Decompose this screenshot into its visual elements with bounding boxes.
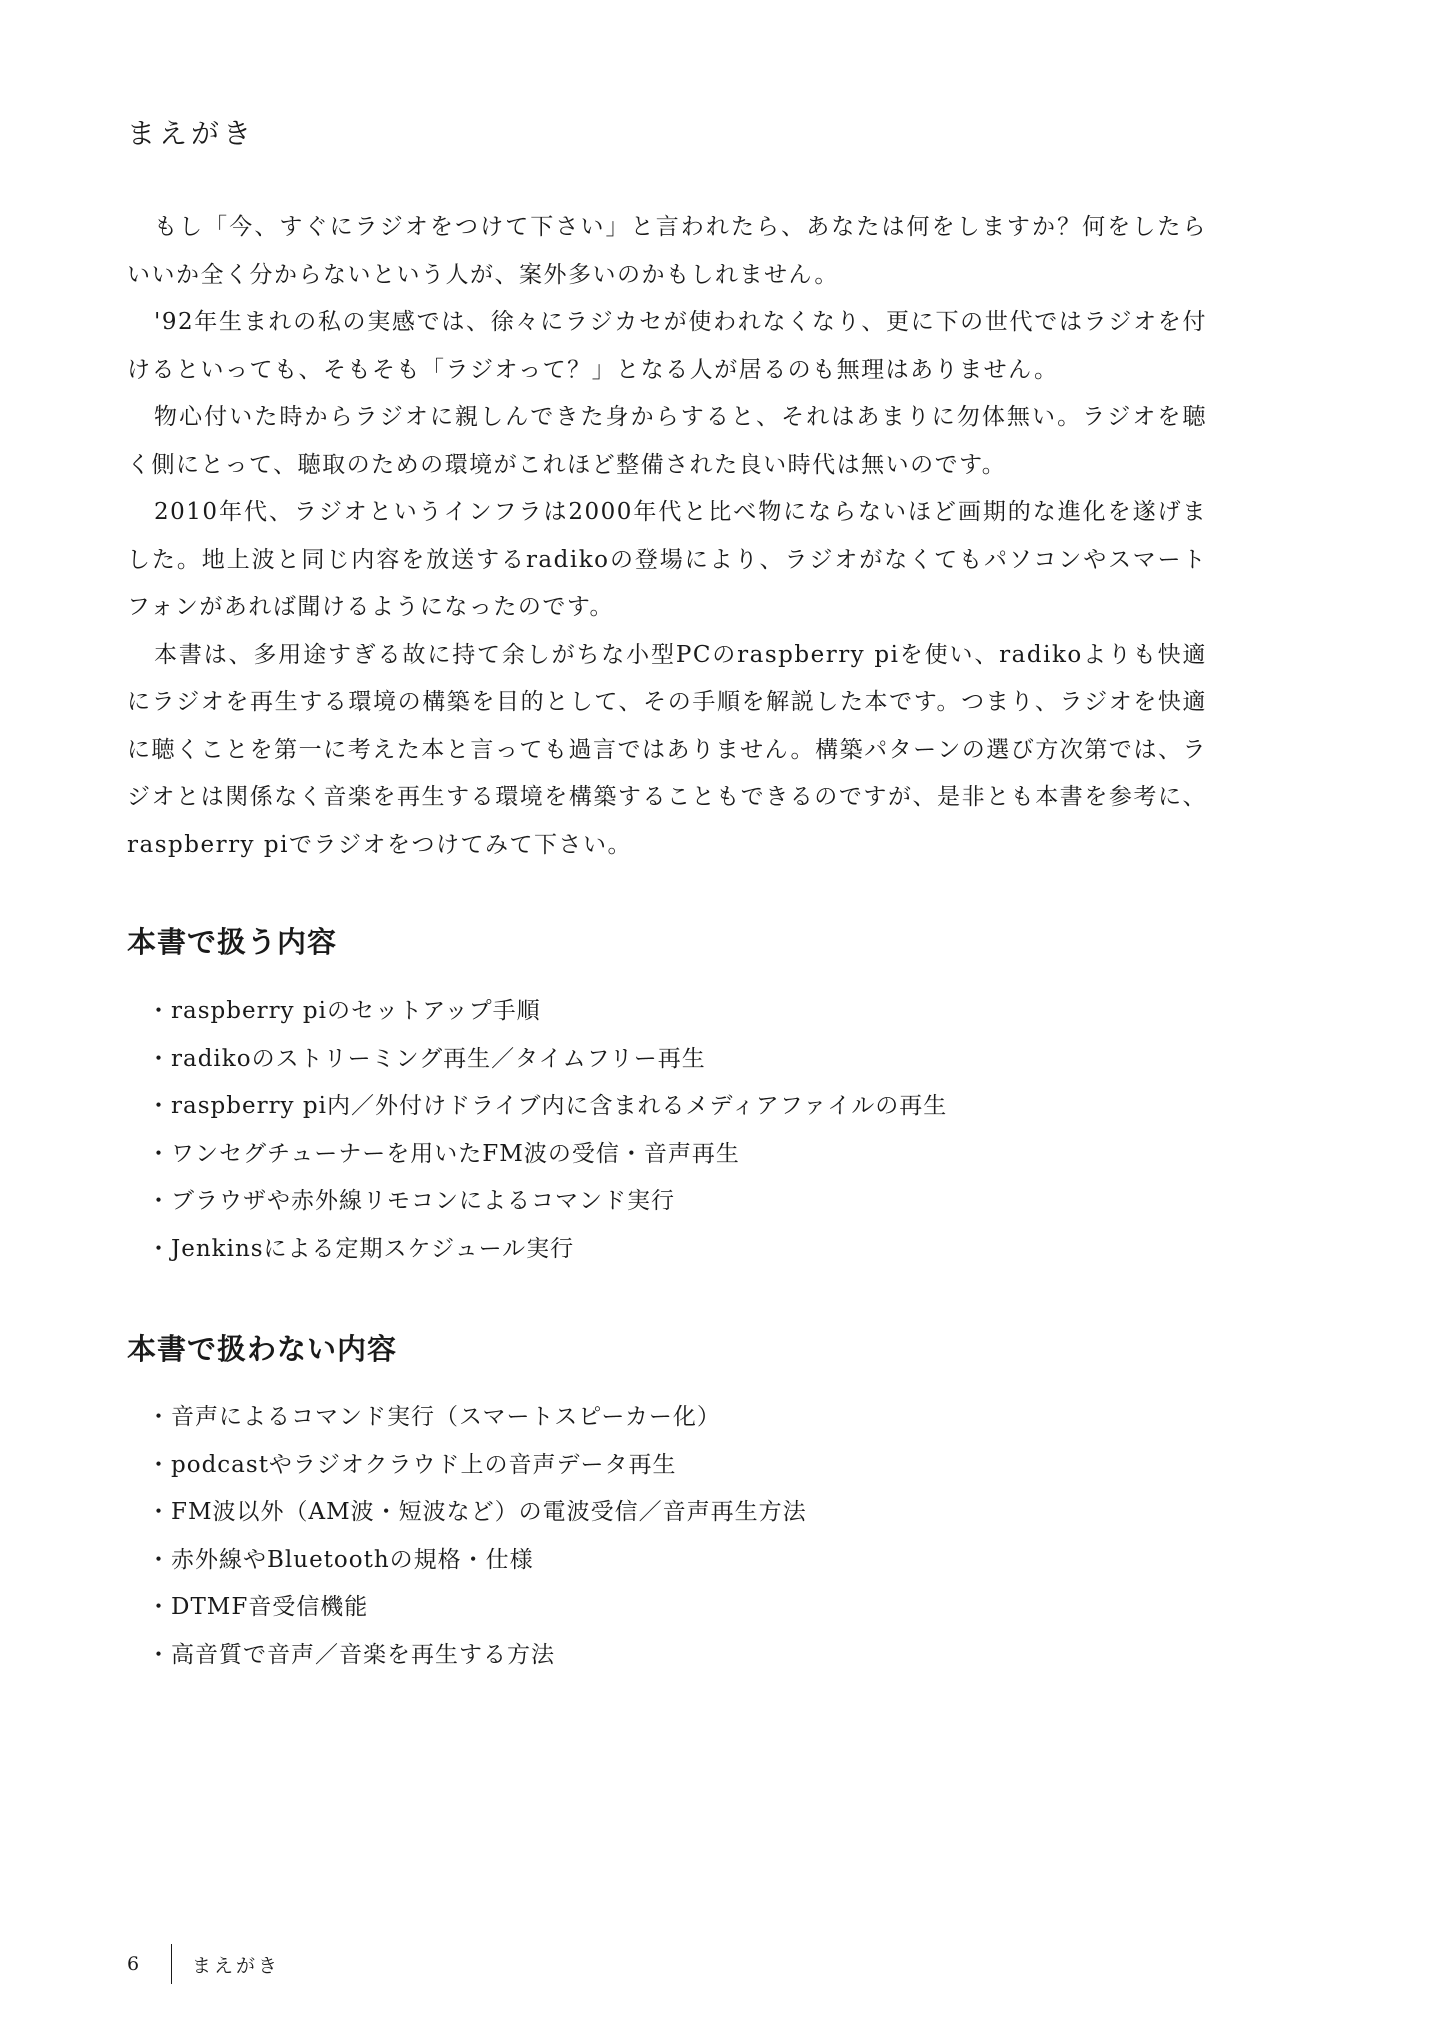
footer-section-label: まえがき	[192, 1954, 281, 1977]
list-item: ・ Jenkinsによる定期スケジュール実行	[147, 1226, 947, 1274]
preface-title: まえがき	[127, 117, 256, 150]
footer-divider	[171, 1944, 172, 1984]
list-item: ・ podcastやラジオクラウド上の音声データ再生	[147, 1442, 807, 1490]
not-covered-list	[147, 1394, 807, 1680]
preface-paragraph: 2010年代、ラジオというインフラは2000年代と比べ物にならないほど画期的な進化を遂げました。地上波と同じ内容を放送するradikoの登場により、ラジオがなくてもパソコンやスマートフォンがあれば聞けるようになったのです。	[127, 499, 1207, 620]
page-footer	[127, 1944, 280, 1984]
list-item: ・ radikoのストリーミング再生／タイムフリー再生	[147, 1036, 947, 1084]
preface-paragraph: 物心付いた時からラジオに親しんできた身からすると、それはあまりに勿体無い。ラジオを聴く側にとって、聴取のための環境がこれほど整備された良い時代は無いのです。	[127, 404, 1207, 478]
covered-heading: 本書で扱う内容	[127, 925, 338, 959]
list-item: ・ raspberry piのセットアップ手順	[147, 988, 947, 1036]
list-item: ・ ブラウザや赤外線リモコンによるコマンド実行	[147, 1178, 947, 1226]
list-item: ・ 高音質で音声／音楽を再生する方法	[147, 1632, 807, 1680]
list-item: ・ FM波以外（AM波・短波など）の電波受信／音声再生方法	[147, 1489, 807, 1537]
not-covered-heading: 本書で扱わない内容	[127, 1332, 398, 1366]
list-item: ・ 赤外線やBluetoothの規格・仕様	[147, 1537, 807, 1585]
list-item: ・ 音声によるコマンド実行（スマートスピーカー化）	[147, 1394, 807, 1442]
preface-paragraph: '92年生まれの私の実感では、徐々にラジカセが使われなくなり、更に下の世代ではラジオを付けるといっても、そもそも「ラジオって？」となる人が居るのも無理はありません。	[127, 309, 1207, 383]
preface-body	[127, 204, 1207, 869]
list-item: ・ ワンセグチューナーを用いたFM波の受信・音声再生	[147, 1131, 947, 1179]
list-item: ・ raspberry pi内／外付けドライブ内に含まれるメディアファイルの再生	[147, 1083, 947, 1131]
preface-paragraph: 本書は、多用途すぎる故に持て余しがちな小型PCのraspberry piを使い、radikoよりも快適にラジオを再生する環境の構築を目的として、その手順を解説した本です。つまり、ラジオを快適に聴くことを第一に考えた本と言っても過言ではありません。構築パターンの選び方次第では、ラジオとは関係なく音楽を再生する環境を構築することもできるのですが、是非とも本書を参考に、raspberry piでラジオをつけてみて下さい。	[127, 641, 1207, 858]
covered-list	[147, 988, 947, 1274]
preface-paragraph: もし「今、すぐにラジオをつけて下さい」と言われたら、あなたは何をしますか？何をしたらいいか全く分からないという人が、案外多いのかもしれません。	[127, 214, 1207, 288]
page-number: 6	[127, 1953, 140, 1975]
list-item: ・ DTMF音受信機能	[147, 1584, 807, 1632]
